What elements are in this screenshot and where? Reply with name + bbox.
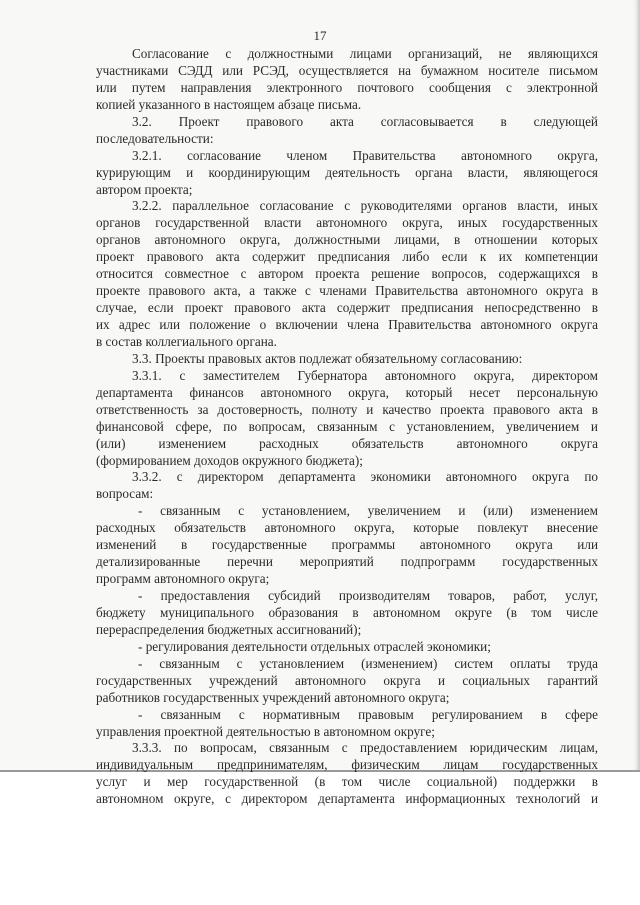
- text-line: органов государственной власти автономного округа, иных государственных: [96, 215, 598, 231]
- text-line: работников государственных учреждений автономного округа;: [96, 689, 450, 705]
- text-line: 3.3. Проекты правовых актов подлежат обязательному согласованию:: [132, 350, 523, 366]
- text-line: 3.2.2. параллельное согласование с руководителями органов власти, иных: [132, 198, 598, 214]
- text-line: - предоставления субсидий производителям товаров, работ, услуг,: [138, 588, 598, 603]
- text-line: автономном округе, с директором департамента информационных технологий и: [96, 791, 598, 807]
- text-line: (формированием доходов окружного бюджета);: [96, 452, 363, 468]
- text-line: 3.2.1. согласование членом Правительства автономного округа,: [132, 147, 598, 163]
- text-line: проекте правового акта, а также с членами Правительства автономного округа в: [96, 283, 598, 299]
- text-line: автором проекта;: [96, 181, 193, 197]
- text-line: последовательности:: [96, 130, 214, 146]
- text-line: 3.3.2. с директором департамента экономики автономного округа по: [132, 469, 598, 485]
- text-line: случае, если проект правового акта содержит предписания непосредственно в: [96, 300, 598, 316]
- text-line: - связанным с нормативным правовым регулированием в сфере: [138, 706, 598, 722]
- text-line: органов автономного округа, должностными лицами, в отношении которых: [96, 232, 598, 248]
- text-line: индивидуальным предпринимателям, физическим лицам государственных: [96, 757, 598, 773]
- text-line: перераспределения бюджетных ассигнований);: [96, 621, 362, 637]
- text-line: расходных обязательств автономного округа, которые повлекут внесение: [96, 520, 598, 536]
- text-line: курирующим и координирующим деятельность органа власти, являющегося: [96, 164, 598, 180]
- text-line: финансовой сфере, по вопросам, связанным с установлением, увеличением и: [96, 418, 598, 434]
- text-line: детализированные перечни мероприятий подпрограмм государственных: [96, 554, 598, 570]
- text-line: - связанным с установлением (изменением) систем оплаты труда: [138, 655, 598, 671]
- text-line: 3.2. Проект правового акта согласовывается в следующей: [132, 113, 598, 129]
- document-body: [96, 46, 598, 808]
- text-line: ответственность за достоверность, полноту и качество проекта правового акта в: [96, 401, 598, 417]
- text-line: вопросам:: [96, 486, 154, 502]
- text-line: услуг и мер государственной (в том числе социальной) поддержки в: [96, 774, 598, 790]
- text-line: - связанным с установлением, увеличением и (или) изменением: [138, 503, 598, 519]
- text-line: копией указанного в настоящем абзаце письма.: [96, 96, 362, 112]
- text-line: их адрес или положение о включении члена Правительства автономного округа: [96, 317, 598, 332]
- text-line: относится совместное с автором проекта решение вопросов, содержащихся в: [96, 266, 598, 282]
- text-line: государственных учреждений автономного округа и социальных гарантий: [96, 672, 598, 688]
- text-line: изменений в государственные программы автономного округа или: [96, 537, 598, 553]
- text-line: бюджету муниципального образования в автономном округе (в том числе: [96, 604, 598, 620]
- text-line: проект правового акта содержит предписания либо если к их компетенции: [96, 249, 598, 265]
- text-line: (или) изменением расходных обязательств автономного округа: [96, 435, 598, 451]
- text-line: 3.3.3. по вопросам, связанным с предоставлением юридическим лицам,: [132, 740, 598, 756]
- text-line: или путем направления электронного почтового сообщения с электронной: [96, 79, 598, 95]
- text-line: департамента финансов автономного округа, который несет персональную: [96, 384, 598, 400]
- text-line: программ автономного округа;: [96, 571, 270, 587]
- text-line: управления проектной деятельностью в автономном округе;: [96, 723, 435, 739]
- page-number: 17: [313, 28, 327, 43]
- text-line: Согласование с должностными лицами организаций, не являющихся: [132, 46, 598, 61]
- text-line: в состав коллегиального органа.: [96, 333, 277, 349]
- text-line: 3.3.1. с заместителем Губернатора автономного округа, директором: [132, 367, 598, 383]
- text-line: - регулирования деятельности отдельных отраслей экономики;: [138, 638, 491, 654]
- text-line: участниками СЭДД или РСЭД, осуществляется на бумажном носителе письмом: [96, 62, 598, 78]
